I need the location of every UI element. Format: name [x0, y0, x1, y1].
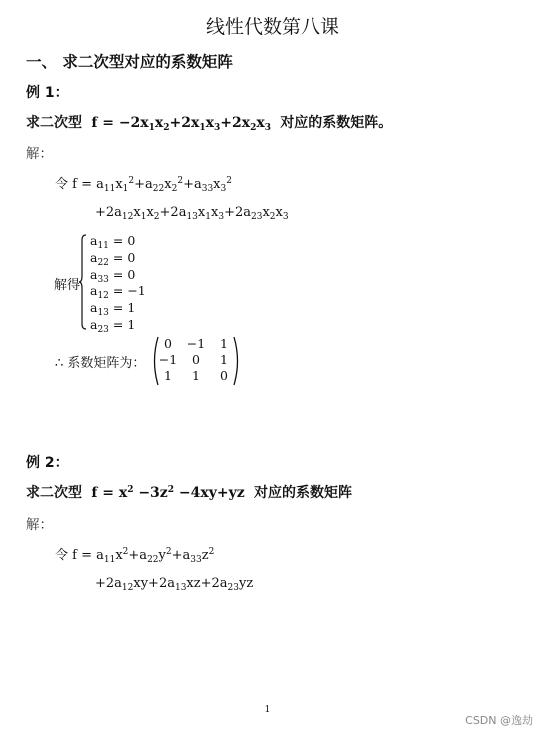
- matrix-cell: −1: [158, 352, 178, 367]
- coefficient-matrix: [150, 336, 242, 386]
- page-number: 1: [264, 705, 271, 715]
- system-row: $a_{23} = 1$: [90, 316, 136, 335]
- matrix-cell: −1: [186, 336, 206, 351]
- watermark: CSDN @逸劫: [465, 714, 533, 727]
- expansion-line-4: $+2a_{12}xy+2a_{13}xz+2a_{23}yz$: [95, 576, 254, 593]
- problem-prefix: 求二次型: [26, 485, 82, 501]
- matrix-cell: 0: [164, 336, 172, 351]
- problem-suffix: 对应的系数矩阵。: [280, 115, 393, 131]
- page-title: 线性代数第八课: [205, 16, 339, 38]
- system-row: $a_{33} = 0$: [90, 266, 136, 285]
- matrix-caption: ∴ 系数矩阵为：: [55, 356, 146, 371]
- problem-prefix: 求二次型: [26, 115, 82, 131]
- matrix-cell: 1: [220, 352, 228, 367]
- expansion-line-1: 令 $f = a_{11}x_1^2+a_{22}x_2^2+a_{33}x_3^2$: [55, 176, 232, 194]
- system-row: $a_{22} = 0$: [90, 249, 136, 268]
- matrix-cell: 1: [192, 368, 200, 383]
- problem-suffix: 对应的系数矩阵: [254, 485, 352, 501]
- left-brace: [78, 234, 87, 330]
- matrix-cell: 1: [164, 368, 172, 383]
- system-row: $a_{11} = 0$: [90, 233, 136, 251]
- example-1-problem: [26, 112, 392, 132]
- coefficient-system: [90, 233, 146, 334]
- example-2-problem: [26, 482, 352, 502]
- solution-label-1: 解：: [26, 146, 53, 162]
- matrix-cell: 1: [220, 336, 228, 351]
- matrix-cell: 0: [220, 368, 228, 383]
- system-row: $a_{13} = 1$: [90, 300, 136, 319]
- expansion-line-3: 令 $f = a_{11}x^2+a_{22}y^2+a_{33}z^2$: [55, 547, 215, 565]
- section-heading: 一、 求二次型对应的系数矩阵: [26, 53, 233, 71]
- expansion-line-2: $+2a_{12}x_1x_2+2a_{13}x_1x_3+2a_{23}x_2x_3$: [95, 205, 289, 222]
- solution-label-2: 解：: [26, 517, 53, 533]
- quadratic-form-1: $f = -2x_1x_2+2x_1x_3+2x_2x_3$: [86, 115, 271, 133]
- example-2-label: 例 2：: [26, 455, 69, 471]
- example-1-label: 例 1：: [26, 85, 69, 101]
- matrix-cell: 0: [192, 352, 200, 367]
- quadratic-form-2: $f = x^2 -3z^2 -4xy+yz$: [86, 485, 250, 501]
- jiede-label: 解得: [54, 278, 81, 293]
- system-row: $a_{12} = -1$: [90, 283, 146, 302]
